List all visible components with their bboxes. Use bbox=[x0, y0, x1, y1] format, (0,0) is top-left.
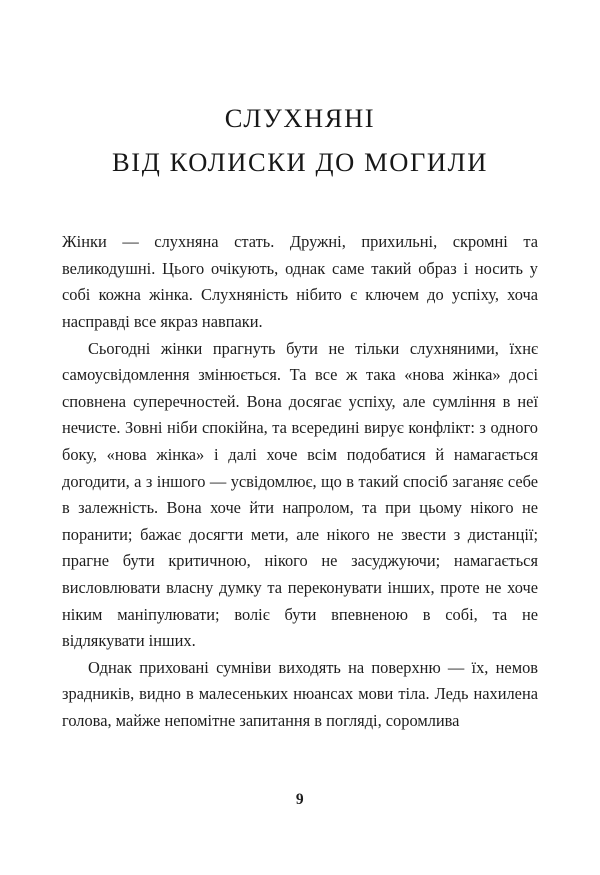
paragraph: Сьогодні жінки прагнуть бути не тільки слухняними, їхнє самоусвідомлення змінюється. Та все ж така «нова жінка» досі сповнена суперечностей. Вона досягає успіху, але сумління в неї нечисте. Зовні ніби спокійна, та всередині вирує конфлікт: з одного боку, «нова жінка» і далі хоче всім подобатися й намагається догодити, а з іншого — усвідомлює, що в такий спосіб заганяє себе в залежність. Вона хоче йти напролом, та при цьому нікого не поранити; бажає досягти мети, але нікого не звести з дистанції; прагне бути критичною, нікого не засуджуючи; намагається висловлювати власну думку та переконувати інших, проте не хоче ніким маніпулювати; воліє бути впевненою в собі, та не відлякувати інших. bbox=[62, 338, 538, 651]
body-text bbox=[0, 181, 600, 734]
chapter-title bbox=[0, 0, 600, 181]
paragraph: Однак приховані сумніви виходять на поверхню — їх, немов зрадників, видно в малесеньких нюансах мови тіла. Ледь нахилена голова, майже непомітне запитання в погляді, соромлива bbox=[62, 657, 538, 730]
paragraph: Жінки — слухняна стать. Дружні, прихильні, скромні та великодушні. Цього очікують, однак саме такий образ і носить у собі кожна жінка. Слухняність нібито є ключем до успіху, хоча насправді все якраз навпаки. bbox=[62, 232, 538, 332]
chapter-title-line-1: СЛУХНЯНІ bbox=[224, 103, 376, 133]
chapter-title-line-2: ВІД КОЛИСКИ ДО МОГИЛИ bbox=[112, 146, 488, 177]
page-number: 9 bbox=[295, 791, 305, 808]
